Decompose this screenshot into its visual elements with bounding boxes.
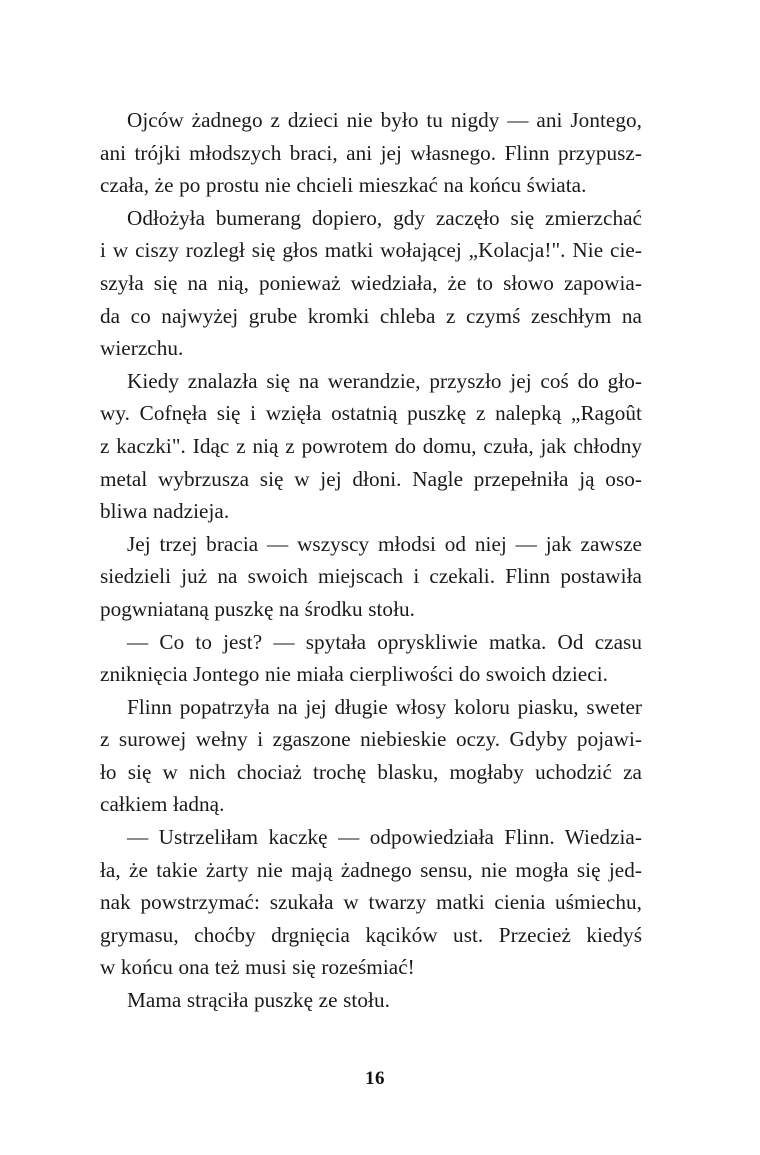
paragraph-2 — [100, 202, 642, 365]
paragraph-7 — [100, 821, 642, 984]
text-line: bliwa nadzieja. — [100, 499, 230, 524]
text-line: — Co to jest? — spytała opryskliwie matka. Od czasu — [127, 629, 642, 654]
text-line: siedzieli już na swoich miejscach i czekali. Flinn postawiła — [100, 564, 642, 589]
paragraph-8 — [100, 984, 642, 1017]
paragraph-1 — [100, 104, 642, 202]
paragraph-4 — [100, 528, 642, 626]
text-line: wierzchu. — [100, 336, 184, 361]
page-number — [0, 1068, 760, 1090]
text-line: z surowej wełny i zgaszone niebieskie oczy. Gdyby pojawi- — [100, 727, 642, 752]
text-line: grymasu, choćby drgnięcia kącików ust. Przecież kiedyś — [100, 922, 642, 947]
text-line: i w ciszy rozległ się głos matki wołającej „Kolacja!". Nie cie- — [100, 238, 642, 263]
text-line: Jej trzej bracia — wszyscy młodsi od niej — jak zawsze — [127, 531, 642, 556]
text-line: nak powstrzymać: szukała w twarzy matki cienia uśmiechu, — [100, 890, 642, 915]
text-line: — Ustrzeliłam kaczkę — odpowiedziała Flinn. Wiedzia- — [127, 825, 642, 850]
text-line: Mama strąciła puszkę ze stołu. — [127, 988, 390, 1013]
text-line: Odłożyła bumerang dopiero, gdy zaczęło się zmierzchać — [127, 205, 642, 230]
paragraph-6 — [100, 691, 642, 821]
text-line: Flinn popatrzyła na jej długie włosy koloru piasku, sweter — [127, 694, 642, 719]
text-line: pogwniataną puszkę na środku stołu. — [100, 596, 416, 621]
text-line: ło się w nich chociaż trochę blasku, mogłaby uchodzić za — [100, 759, 642, 784]
text-line: szyła się na nią, ponieważ wiedziała, że to słowo zapowia- — [100, 270, 642, 295]
paragraph-5 — [100, 626, 642, 691]
text-line: metal wybrzusza się w jej dłoni. Nagle przepełniła ją oso- — [100, 466, 642, 491]
text-line: całkiem ładną. — [100, 792, 225, 817]
text-line: Kiedy znalazła się na werandzie, przyszło jej coś do gło- — [127, 368, 642, 393]
text-line: Ojców żadnego z dzieci nie było tu nigdy — ani Jontego, — [127, 108, 642, 132]
text-line: w końcu ona też musi się roześmiać! — [100, 955, 415, 980]
text-line: zniknięcia Jontego nie miała cierpliwości do swoich dzieci. — [100, 662, 608, 687]
text-line: ani trójki młodszych braci, ani jej własnego. Flinn przypusz- — [100, 140, 642, 165]
paragraph-3 — [100, 365, 642, 528]
text-line: da co najwyżej grube kromki chleba z czymś zeschłym na — [100, 303, 642, 328]
text-line: z kaczki". Idąc z nią z powrotem do domu, czuła, jak chłodny — [100, 433, 642, 458]
text-line: ła, że takie żarty nie mają żadnego sensu, nie mogła się jed- — [100, 857, 642, 882]
body-text — [100, 104, 642, 1017]
text-line: wy. Cofnęła się i wzięła ostatnią puszkę z nalepką „Ragoût — [100, 401, 642, 426]
page-number-value: 16 — [365, 1068, 385, 1089]
text-line: czała, że po prostu nie chcieli mieszkać na końcu świata. — [100, 173, 587, 198]
